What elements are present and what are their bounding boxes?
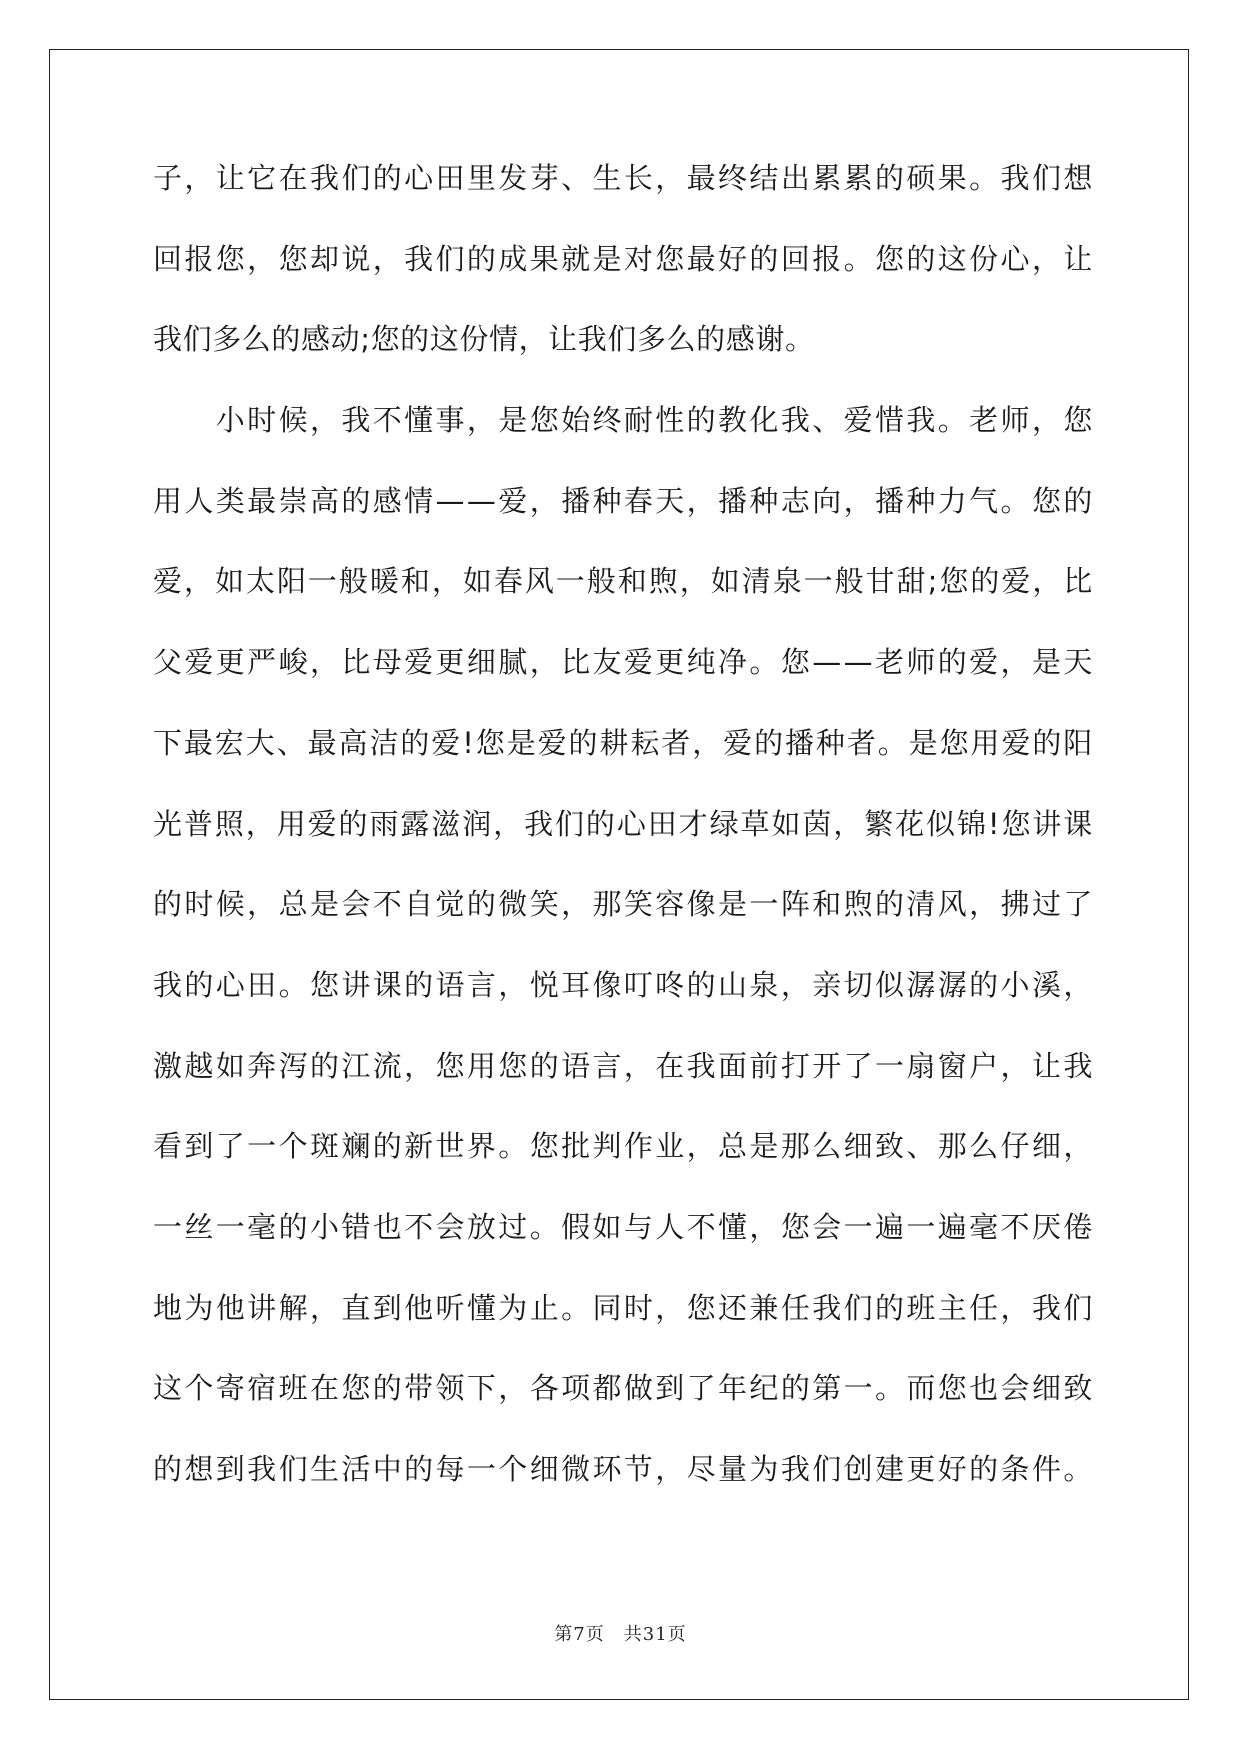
text-line: 我们多么的感动;您的这份情，让我们多么的感谢。	[153, 322, 815, 357]
text-line: 爱 ， 如 太 阳 一 般 暖 和 ， 如 春 风 一 般 和 煦 ， 如 清 泉 一 般 甘 甜 ; 您 的 爱 ， 比	[153, 564, 1093, 599]
text-line: 的 时 候 ， 总 是 会 不 自 觉 的 微 笑 ， 那 笑 容 像 是 一 阵 和 煦 的 清 风 ， 拂 过 了	[153, 887, 1093, 922]
text-line: 地 为 他 讲 解 ， 直 到 他 听 懂 为 止 。 同 时 ， 您 还 兼 任 我 们 的 班 主 任 ， 我 们	[153, 1290, 1093, 1325]
text-line: 激 越 如 奔 泻 的 江 流 ， 您 用 您 的 语 言 ， 在 我 面 前 打 开 了 一 扇 窗 户 ， 让 我	[153, 1048, 1093, 1083]
text-line: 一 丝 一 毫 的 小 错 也 不 会 放 过 。 假 如 与 人 不 懂 ， 您 会 一 遍 一 遍 毫 不 厌 倦	[153, 1209, 1093, 1244]
page-footer: 第7页 共31页	[554, 1624, 687, 1645]
text-line: 回 报 您 ， 您 却 说 ， 我 们 的 成 果 就 是 对 您 最 好 的 回 报 。 您 的 这 份 心 ， 让	[153, 241, 1093, 276]
text-line: 子 ， 让 它 在 我 们 的 心 田 里 发 芽 、 生 长 ， 最 终 结 出 累 累 的 硕 果 。 我 们 想	[153, 161, 1093, 195]
text-line: 的 想 到 我 们 生 活 中 的 每 一 个 细 微 环 节 ， 尽 量 为 我 们 创 建 更 好 的 条 件 。	[153, 1452, 1093, 1486]
text-line: 我 的 心 田 。 您 讲 课 的 语 言 ， 悦 耳 像 叮 咚 的 山 泉 ， 亲 切 似 潺 潺 的 小 溪 ，	[153, 967, 1093, 1002]
text-line: 这 个 寄 宿 班 在 您 的 带 领 下 ， 各 项 都 做 到 了 年 纪 的 第 一 。 而 您 也 会 细 致	[153, 1371, 1093, 1406]
text-line: 看 到 了 一 个 斑 斓 的 新 世 界 。 您 批 判 作 业 ， 总 是 那 么 细 致 、 那 么 仔 细 ，	[153, 1129, 1093, 1164]
body-text	[153, 160, 1093, 1532]
text-line: 小 时 候 ， 我 不 懂 事 ， 是 您 始 终 耐 性 的 教 化 我 、 爱 惜 我 。 老 师 ， 您	[215, 403, 1093, 438]
text-line: 光 普 照 ， 用 爱 的 雨 露 滋 润 ， 我 们 的 心 田 才 绿 草 如 茵 ， 繁 花 似 锦 ! 您 讲 课	[153, 806, 1093, 841]
text-line: 用 人 类 最 崇 高 的 感 情 — — 爱 ， 播 种 春 天 ， 播 种 志 向 ， 播 种 力 气 。 您 的	[153, 483, 1093, 518]
text-line: 下 最 宏 大 、 最 高 洁 的 爱 ! 您 是 爱 的 耕 耘 者 ， 爱 的 播 种 者 。 是 您 用 爱 的 阳	[153, 725, 1093, 760]
text-line: 父 爱 更 严 峻 ， 比 母 爱 更 细 腻 ， 比 友 爱 更 纯 净 。 您 — — 老 师 的 爱 ， 是 天	[153, 645, 1093, 680]
